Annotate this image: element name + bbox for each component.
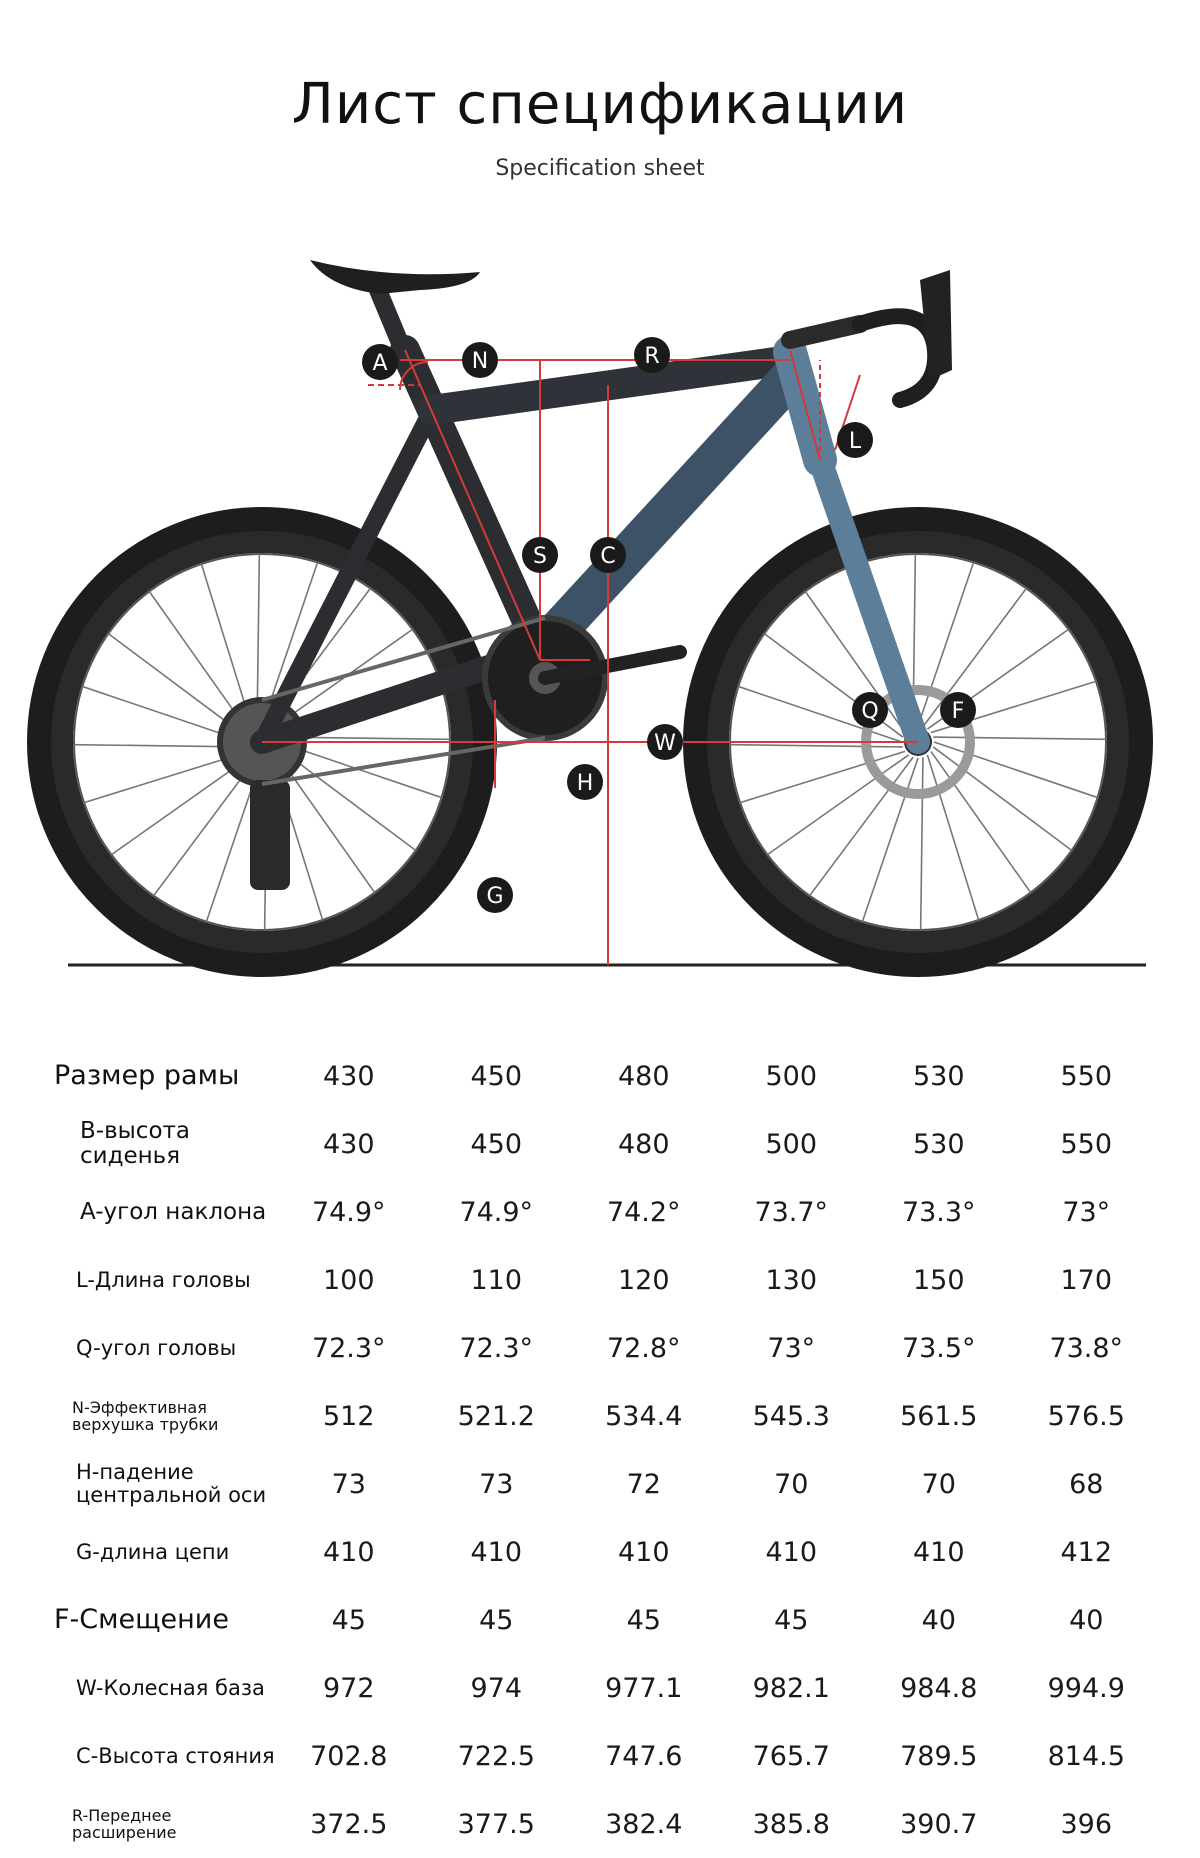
spoke — [933, 747, 1071, 850]
spec-value: 382.4 — [605, 1808, 683, 1840]
spec-value: 702.8 — [310, 1740, 388, 1772]
spec-value: 74.2° — [606, 1196, 681, 1228]
spec-value: 72.3° — [311, 1332, 386, 1364]
svg-text:Q: Q — [861, 699, 879, 724]
svg-text:C: C — [600, 544, 616, 569]
marker-q — [852, 692, 888, 728]
spec-value: 430 — [322, 1128, 375, 1160]
spec-row — [40, 1382, 1160, 1450]
spec-value: 377.5 — [457, 1808, 535, 1840]
spec-value: 73.5° — [901, 1332, 976, 1364]
spec-value: 576.5 — [1047, 1400, 1125, 1432]
spec-row — [40, 1178, 1160, 1246]
spoke — [933, 737, 1106, 739]
handlebar — [860, 316, 935, 400]
spec-value: 500 — [765, 1060, 818, 1092]
spec-value: 550 — [1060, 1060, 1113, 1092]
spec-value: 45 — [774, 1604, 809, 1636]
spec-value: 45 — [626, 1604, 661, 1636]
spec-value: 110 — [470, 1264, 523, 1296]
spec-value: 410 — [617, 1536, 670, 1568]
spec-value: 450 — [470, 1060, 523, 1092]
spec-value: 984.8 — [900, 1672, 978, 1704]
svg-text:L: L — [848, 429, 862, 454]
page-title: Лист спецификации — [291, 72, 909, 137]
spec-value: 73 — [479, 1468, 514, 1500]
spec-value: 545.3 — [752, 1400, 830, 1432]
spec-value: 70 — [774, 1468, 809, 1500]
spec-value: 150 — [912, 1264, 965, 1296]
spec-value: 530 — [912, 1128, 965, 1160]
spec-value: 450 — [470, 1128, 523, 1160]
spec-value: 722.5 — [457, 1740, 535, 1772]
marker-w — [647, 724, 683, 760]
spec-label: A-угол наклона — [80, 1198, 267, 1225]
spec-value: 130 — [765, 1264, 818, 1296]
spec-label: Размер рамы — [54, 1060, 240, 1092]
spec-value: 512 — [322, 1400, 375, 1432]
spec-value: 430 — [322, 1060, 375, 1092]
marker-g — [477, 877, 513, 913]
saddle — [310, 260, 480, 294]
spec-label: W-Колесная база — [76, 1675, 265, 1700]
spec-value: 70 — [921, 1468, 956, 1500]
spec-label: B-высота сиденья — [80, 1118, 191, 1169]
marker-l — [837, 422, 873, 458]
spec-value: 550 — [1060, 1128, 1113, 1160]
spoke — [931, 751, 1031, 892]
spec-value: 972 — [322, 1672, 375, 1704]
spec-value: 561.5 — [900, 1400, 978, 1432]
marker-a — [362, 344, 398, 380]
spec-row — [40, 1042, 1160, 1110]
spec-value: 73.7° — [754, 1196, 829, 1228]
spec-label: N-Эффективная верхушка трубки — [72, 1397, 219, 1434]
spec-value: 789.5 — [900, 1740, 978, 1772]
spec-value: 534.4 — [605, 1400, 683, 1432]
bike-geometry-diagram — [0, 260, 1200, 980]
spec-label: C-Высота стояния — [76, 1743, 275, 1768]
spec-value: 74.9° — [459, 1196, 534, 1228]
spec-row — [40, 1246, 1160, 1314]
svg-text:S: S — [533, 544, 547, 569]
marker-n — [462, 342, 498, 378]
spec-label: Q-угол головы — [76, 1335, 237, 1360]
svg-text:A: A — [372, 351, 388, 376]
spec-value: 100 — [322, 1264, 375, 1296]
spec-value: 410 — [470, 1536, 523, 1568]
svg-text:W: W — [654, 731, 676, 756]
spec-row — [40, 1314, 1160, 1382]
svg-text:G: G — [486, 884, 504, 909]
spec-value: 73° — [767, 1332, 816, 1364]
spec-row — [40, 1450, 1160, 1518]
spec-value: 974 — [470, 1672, 523, 1704]
spoke — [810, 757, 913, 895]
spec-value: 72 — [626, 1468, 661, 1500]
marker-s — [522, 537, 558, 573]
spec-value: 480 — [617, 1128, 670, 1160]
spec-value: 390.7 — [900, 1808, 978, 1840]
spec-value: 982.1 — [752, 1672, 830, 1704]
marker-h — [567, 764, 603, 800]
spec-value: 480 — [617, 1060, 670, 1092]
rear-derailleur — [250, 780, 290, 890]
spec-value: 396 — [1060, 1808, 1113, 1840]
svg-text:R: R — [644, 344, 660, 369]
spec-value: 500 — [765, 1128, 818, 1160]
spec-row — [40, 1518, 1160, 1586]
marker-c — [590, 537, 626, 573]
svg-text:N: N — [471, 349, 489, 374]
spec-value: 40 — [921, 1604, 956, 1636]
spec-value: 410 — [912, 1536, 965, 1568]
spec-value: 410 — [765, 1536, 818, 1568]
spoke — [767, 755, 908, 855]
spec-value: 170 — [1060, 1264, 1113, 1296]
marker-r — [634, 337, 670, 373]
spec-value: 45 — [479, 1604, 514, 1636]
spec-value: 747.6 — [605, 1740, 683, 1772]
spec-label: H-падение центральной оси — [76, 1460, 267, 1507]
spec-value: 120 — [617, 1264, 670, 1296]
marker-f — [940, 692, 976, 728]
spec-table — [40, 1042, 1160, 1858]
spec-value: 410 — [322, 1536, 375, 1568]
spec-value: 73 — [331, 1468, 366, 1500]
spec-value: 72.8° — [606, 1332, 681, 1364]
spec-row — [40, 1110, 1160, 1178]
spec-row — [40, 1722, 1160, 1790]
spec-label: L-Длина головы — [76, 1267, 251, 1292]
spoke — [730, 745, 903, 747]
spec-value: 74.9° — [311, 1196, 386, 1228]
spoke — [921, 757, 923, 930]
spec-value: 73.8° — [1049, 1332, 1124, 1364]
spec-row — [40, 1790, 1160, 1858]
spec-value: 45 — [331, 1604, 366, 1636]
spec-value: 40 — [1069, 1604, 1104, 1636]
spec-value: 73.3° — [901, 1196, 976, 1228]
spec-value: 994.9 — [1047, 1672, 1125, 1704]
spec-value: 521.2 — [457, 1400, 535, 1432]
spec-row — [40, 1654, 1160, 1722]
svg-text:F: F — [951, 699, 965, 724]
spec-label: G-длина цепи — [76, 1539, 230, 1564]
spec-label: F-Смещение — [54, 1604, 229, 1636]
svg-text:H: H — [576, 771, 594, 796]
spec-value: 412 — [1060, 1536, 1113, 1568]
stem — [790, 324, 860, 340]
spec-label: R-Переднее расширение — [72, 1805, 177, 1842]
brake-lever — [920, 270, 952, 380]
spec-value: 530 — [912, 1060, 965, 1092]
spec-row — [40, 1586, 1160, 1654]
spec-value: 385.8 — [752, 1808, 830, 1840]
spec-value: 814.5 — [1047, 1740, 1125, 1772]
spec-value: 372.5 — [310, 1808, 388, 1840]
spec-value: 73° — [1062, 1196, 1111, 1228]
spec-value: 977.1 — [605, 1672, 683, 1704]
spec-value: 765.7 — [752, 1740, 830, 1772]
spec-value: 68 — [1069, 1468, 1104, 1500]
page-subtitle: Specification sheet — [495, 156, 705, 181]
spec-value: 72.3° — [459, 1332, 534, 1364]
